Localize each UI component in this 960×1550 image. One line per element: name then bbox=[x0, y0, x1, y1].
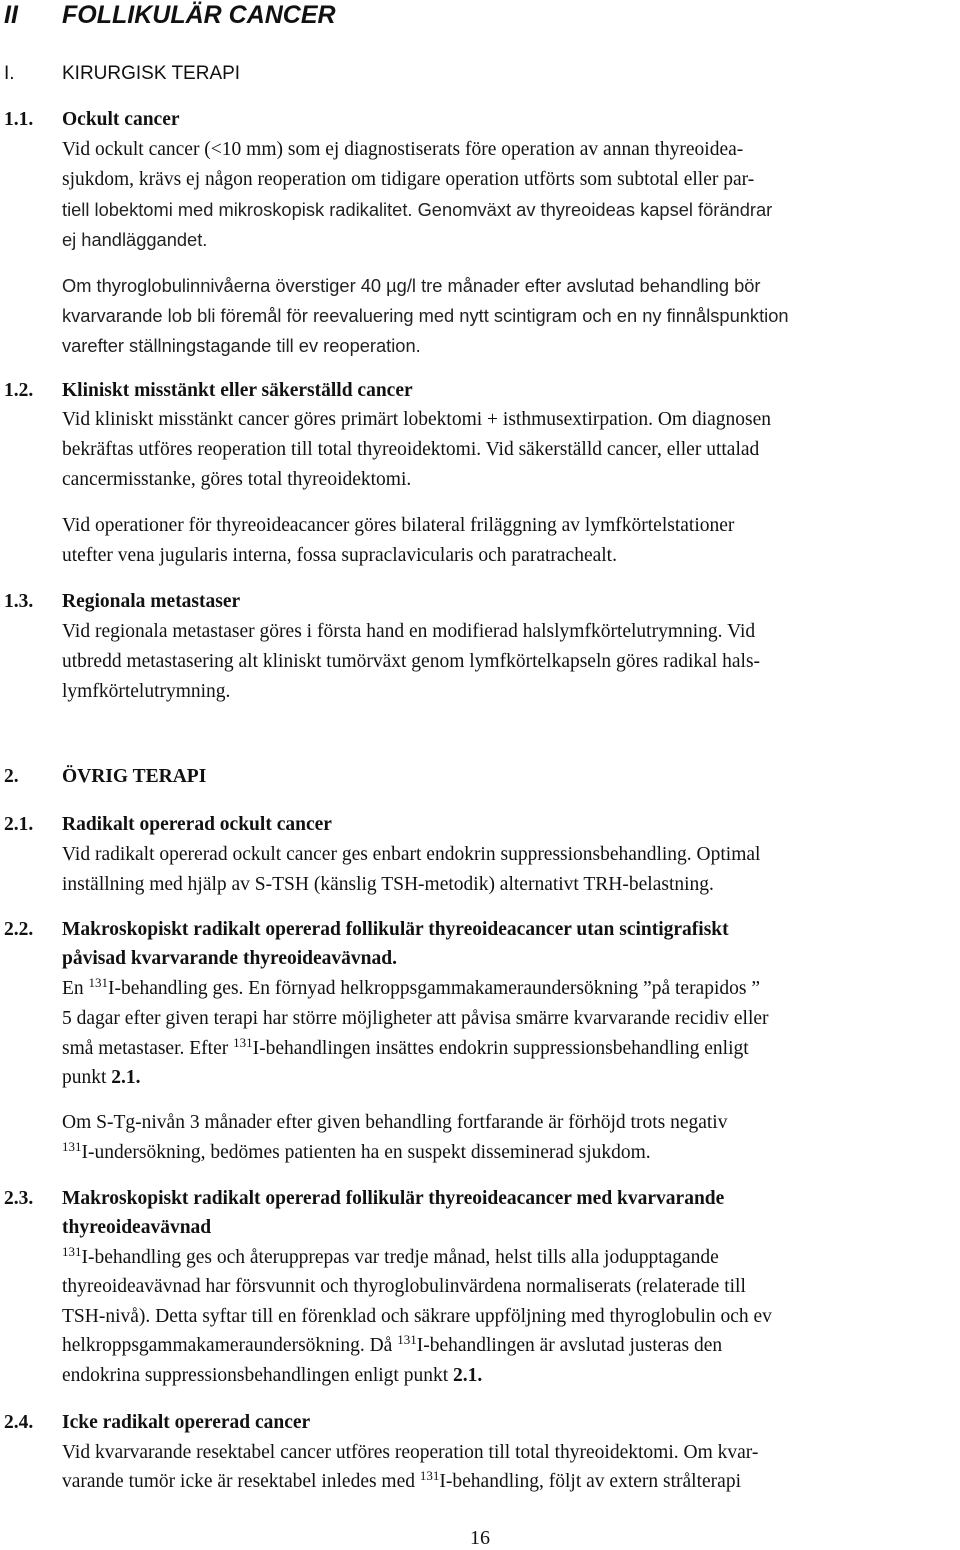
paragraph-line: varande tumör icke är resektabel inledes med $^{131}$I-behandling, följt av extern strålterapi bbox=[62, 1468, 741, 1492]
section-number: 2.4. bbox=[4, 1412, 34, 1433]
section-number: 2.3. bbox=[4, 1188, 34, 1209]
part-title: ÖVRIG TERAPI bbox=[62, 766, 207, 787]
section-number: 2.1. bbox=[4, 814, 34, 835]
paragraph-line: bekräftas utföres reoperation till total thyreoidektomi. Vid säkerställd cancer, eller uttalad bbox=[62, 439, 760, 460]
paragraph-line: små metastaser. Efter $^{131}$I-behandlingen insättes endokrin suppressionsbehandling enligt bbox=[62, 1035, 749, 1059]
page-number: 16 bbox=[470, 1527, 490, 1549]
paragraph-line: utefter vena jugularis interna, fossa supraclavicularis och paratrachealt. bbox=[62, 545, 617, 566]
cross-reference: 2.1. bbox=[111, 1067, 141, 1088]
part-title: KIRURGISK TERAPI bbox=[62, 63, 241, 84]
paragraph-line: $^{131}$I-behandling ges och återupprepas var tredje månad, helst tills alla jodupptagande bbox=[62, 1244, 719, 1268]
paragraph-line: Om thyroglobulinnivåerna överstiger 40 µg/l tre månader efter avslutad behandling bör bbox=[62, 275, 761, 296]
section-title: Makroskopiskt radikalt opererad follikulär thyreoideacancer utan scintigrafiskt bbox=[62, 919, 729, 940]
paragraph-line: utbredd metastasering alt kliniskt tumörväxt genom lymfkörtelkapseln göres radikal hals- bbox=[62, 651, 761, 672]
isotope-superscript: 131 bbox=[419, 1468, 440, 1483]
paragraph-line: cancermisstanke, göres total thyreoidektomi. bbox=[62, 469, 412, 490]
paragraph-line: lymfkörtelutrymning. bbox=[62, 681, 231, 702]
section-title: Ockult cancer bbox=[62, 109, 180, 130]
paragraph-line: Vid kliniskt misstänkt cancer göres primärt lobektomi + isthmusextirpation. Om diagnosen bbox=[62, 409, 772, 430]
part-number: I. bbox=[4, 63, 15, 84]
paragraph-line: helkroppsgammakameraundersökning. Då $^{131}$I-behandlingen är avslutad justeras den bbox=[62, 1332, 723, 1356]
paragraph-line: Vid regionala metastaser göres i första hand en modifierad halslymfkörtelutrymning. Vid bbox=[62, 621, 756, 642]
paragraph-line: Vid kvarvarande resektabel cancer utföres reoperation till total thyreoidektomi. Om kvar- bbox=[62, 1442, 759, 1463]
paragraph-line: Vid radikalt opererad ockult cancer ges enbart endokrin suppressionsbehandling. Optimal bbox=[62, 844, 761, 865]
chapter-title: FOLLIKULÄR CANCER bbox=[62, 1, 336, 29]
paragraph-line: Vid ockult cancer (<10 mm) som ej diagnostiserats före operation av annan thyreoidea- bbox=[62, 139, 744, 160]
paragraph-line: 5 dagar efter given terapi har större möjligheter att påvisa smärre kvarvarande recidiv eller bbox=[62, 1008, 769, 1029]
paragraph-line: punkt 2.1. bbox=[62, 1067, 141, 1088]
section-number: 2.2. bbox=[4, 919, 34, 940]
paragraph-line: varefter ställningstagande till ev reoperation. bbox=[62, 335, 421, 356]
section-title: thyreoideavävnad bbox=[62, 1217, 212, 1238]
isotope-superscript: 131 bbox=[233, 1035, 253, 1050]
part-number: 2. bbox=[4, 766, 19, 787]
paragraph-line: sjukdom, krävs ej någon reoperation om tidigare operation utförts som subtotal eller par- bbox=[62, 169, 755, 190]
section-title: Radikalt opererad ockult cancer bbox=[62, 814, 332, 835]
cross-reference: 2.1. bbox=[453, 1365, 483, 1386]
paragraph-line: TSH-nivå). Detta syftar till en förenklad och säkrare uppföljning med thyroglobulin och ev bbox=[62, 1306, 772, 1327]
paragraph-line: endokrina suppressionsbehandlingen enligt punkt 2.1. bbox=[62, 1365, 483, 1386]
section-title: påvisad kvarvarande thyreoideavävnad. bbox=[62, 948, 397, 969]
isotope-superscript: 131 bbox=[62, 1244, 82, 1259]
paragraph-line: tiell lobektomi med mikroskopisk radikalitet. Genomväxt av thyreoideas kapsel förändrar bbox=[62, 199, 773, 220]
section-number: 1.2. bbox=[4, 380, 34, 401]
chapter-number: II bbox=[4, 1, 18, 29]
paragraph-line: $^{131}$I-undersökning, bedömes patienten ha en suspekt disseminerad sjukdom. bbox=[62, 1139, 651, 1163]
paragraph-line: thyreoideavävnad har försvunnit och thyroglobulinvärdena normaliserats (relaterade till bbox=[62, 1276, 746, 1297]
paragraph-line: inställning med hjälp av S-TSH (känslig TSH-metodik) alternativt TRH-belastning. bbox=[62, 874, 714, 895]
section-title: Regionala metastaser bbox=[62, 591, 241, 612]
paragraph-line: En $^{131}$I-behandling ges. En förnyad helkroppsgammakameraundersökning ”på terapidos ” bbox=[62, 975, 761, 999]
isotope-superscript: 131 bbox=[397, 1332, 417, 1347]
paragraph-line: kvarvarande lob bli föremål för reevaluering med nytt scintigram och en ny finnålspunktion bbox=[62, 305, 789, 326]
section-title: Icke radikalt opererad cancer bbox=[62, 1412, 311, 1433]
paragraph-line: ej handläggandet. bbox=[62, 229, 208, 250]
section-number: 1.1. bbox=[4, 109, 34, 130]
section-title: Makroskopiskt radikalt opererad follikulär thyreoideacancer med kvarvarande bbox=[62, 1188, 725, 1209]
section-title: Kliniskt misstänkt eller säkerställd cancer bbox=[62, 380, 413, 401]
paragraph-line: Om S-Tg-nivån 3 månader efter given behandling fortfarande är förhöjd trots negativ bbox=[62, 1112, 728, 1133]
isotope-superscript: 131 bbox=[88, 975, 109, 990]
isotope-superscript: 131 bbox=[62, 1139, 82, 1154]
section-number: 1.3. bbox=[4, 591, 34, 612]
paragraph-line: Vid operationer för thyreoideacancer göres bilateral friläggning av lymfkörtelstationer bbox=[62, 515, 735, 536]
